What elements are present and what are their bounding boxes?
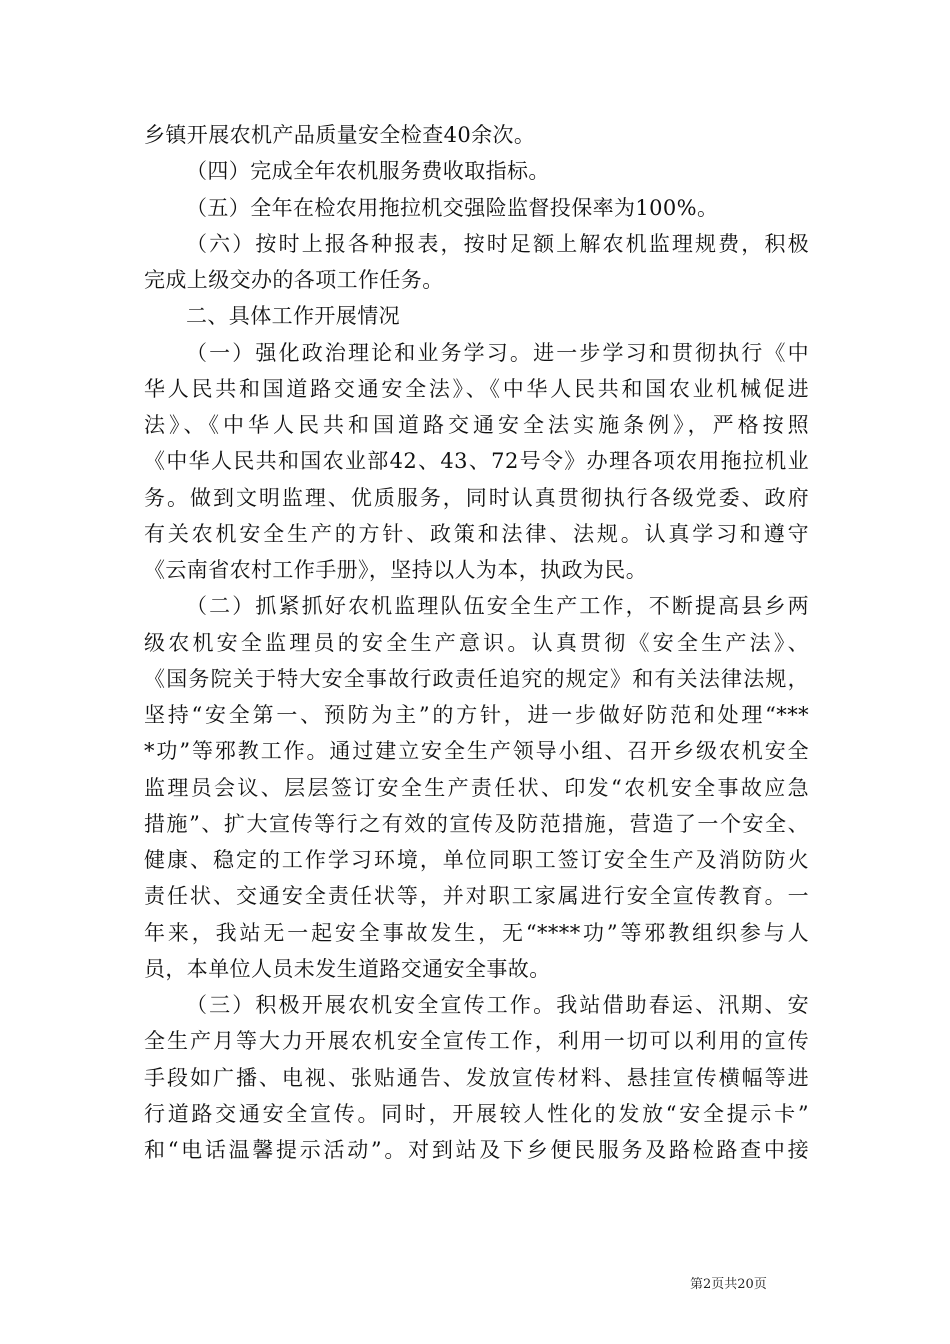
section-heading: 二、具体工作开展情况 (186, 304, 400, 329)
text-line: 全生产月等大力开展农机安全宣传工作，利用一切可以利用的宣传 (144, 1029, 809, 1054)
text-line: （五）全年在检农用拖拉机交强险监督投保率为100%。 (186, 195, 719, 220)
text-line: 手段如广播、电视、张贴通告、发放宣传材料、悬挂宣传横幅等进 (144, 1065, 809, 1090)
text-line: 乡镇开展农机产品质量安全检查40余次。 (144, 123, 536, 147)
text-line: 员，本单位人员未发生道路交通安全事故。 (144, 956, 551, 981)
text-line: 健康、稳定的工作学习环境，单位同职工签订安全生产及消防防火 (144, 848, 809, 872)
text-line: 完成上级交办的各项工作任务。 (144, 268, 444, 292)
text-line: （六）按时上报各种报表，按时足额上解农机监理规费，积极 (186, 231, 809, 256)
text-line: （二）抓紧抓好农机监理队伍安全生产工作，不断提高县乡两 (186, 594, 809, 619)
text-line: （三）积极开展农机安全宣传工作。我站借助春运、汛期、安 (186, 993, 809, 1017)
text-line: 《云南省农村工作手册》，坚持以人为本，执政为民。 (144, 558, 648, 582)
text-line: 责任状、交通安全责任状等，并对职工家属进行安全宣传教育。一 (144, 884, 809, 909)
document-body (144, 117, 809, 1168)
text-line: 和“电话温馨提示活动”。对到站及下乡便民服务及路检路查中接 (144, 1138, 809, 1162)
text-line: 行道路交通安全宣传。同时，开展较人性化的发放“安全提示卡” (144, 1101, 809, 1126)
text-line: 级农机安全监理员的安全生产意识。认真贯彻《安全生产法》、 (144, 630, 809, 655)
text-line: 《国务院关于特大安全事故行政责任追究的规定》和有关法律法规， (144, 666, 809, 691)
page-number: 第2页共20页 (690, 1277, 767, 1292)
text-line: 《中华人民共和国农业部42、43、72号令》办理各项农用拖拉机业 (144, 449, 809, 474)
text-line: （四）完成全年农机服务费收取指标。 (186, 159, 550, 184)
text-line: 法》、《中华人民共和国道路交通安全法实施条例》，严格按照 (144, 413, 809, 437)
text-line: 监理员会议、层层签订安全生产责任状、印发“农机安全事故应急 (144, 775, 809, 800)
text-line: 有关农机安全生产的方针、政策和法律、法规。认真学习和遵守 (144, 521, 809, 546)
text-line: *功”等邪教工作。通过建立安全生产领导小组、召开乡级农机安全 (144, 739, 809, 764)
text-line: 措施”、扩大宣传等行之有效的宣传及防范措施，营造了一个安全、 (144, 811, 809, 836)
text-line: 务。做到文明监理、优质服务，同时认真贯彻执行各级党委、政府 (144, 485, 809, 510)
text-line: 年来，我站无一起安全事故发生，无“****功”等邪教组织参与人 (144, 920, 809, 945)
text-line: （一）强化政治理论和业务学习。进一步学习和贯彻执行《中 (186, 340, 809, 365)
text-line: 华人民共和国道路交通安全法》、《中华人民共和国农业机械促进 (144, 376, 809, 401)
text-line: 坚持“安全第一、预防为主”的方针，进一步做好防范和处理“*** (144, 703, 809, 727)
